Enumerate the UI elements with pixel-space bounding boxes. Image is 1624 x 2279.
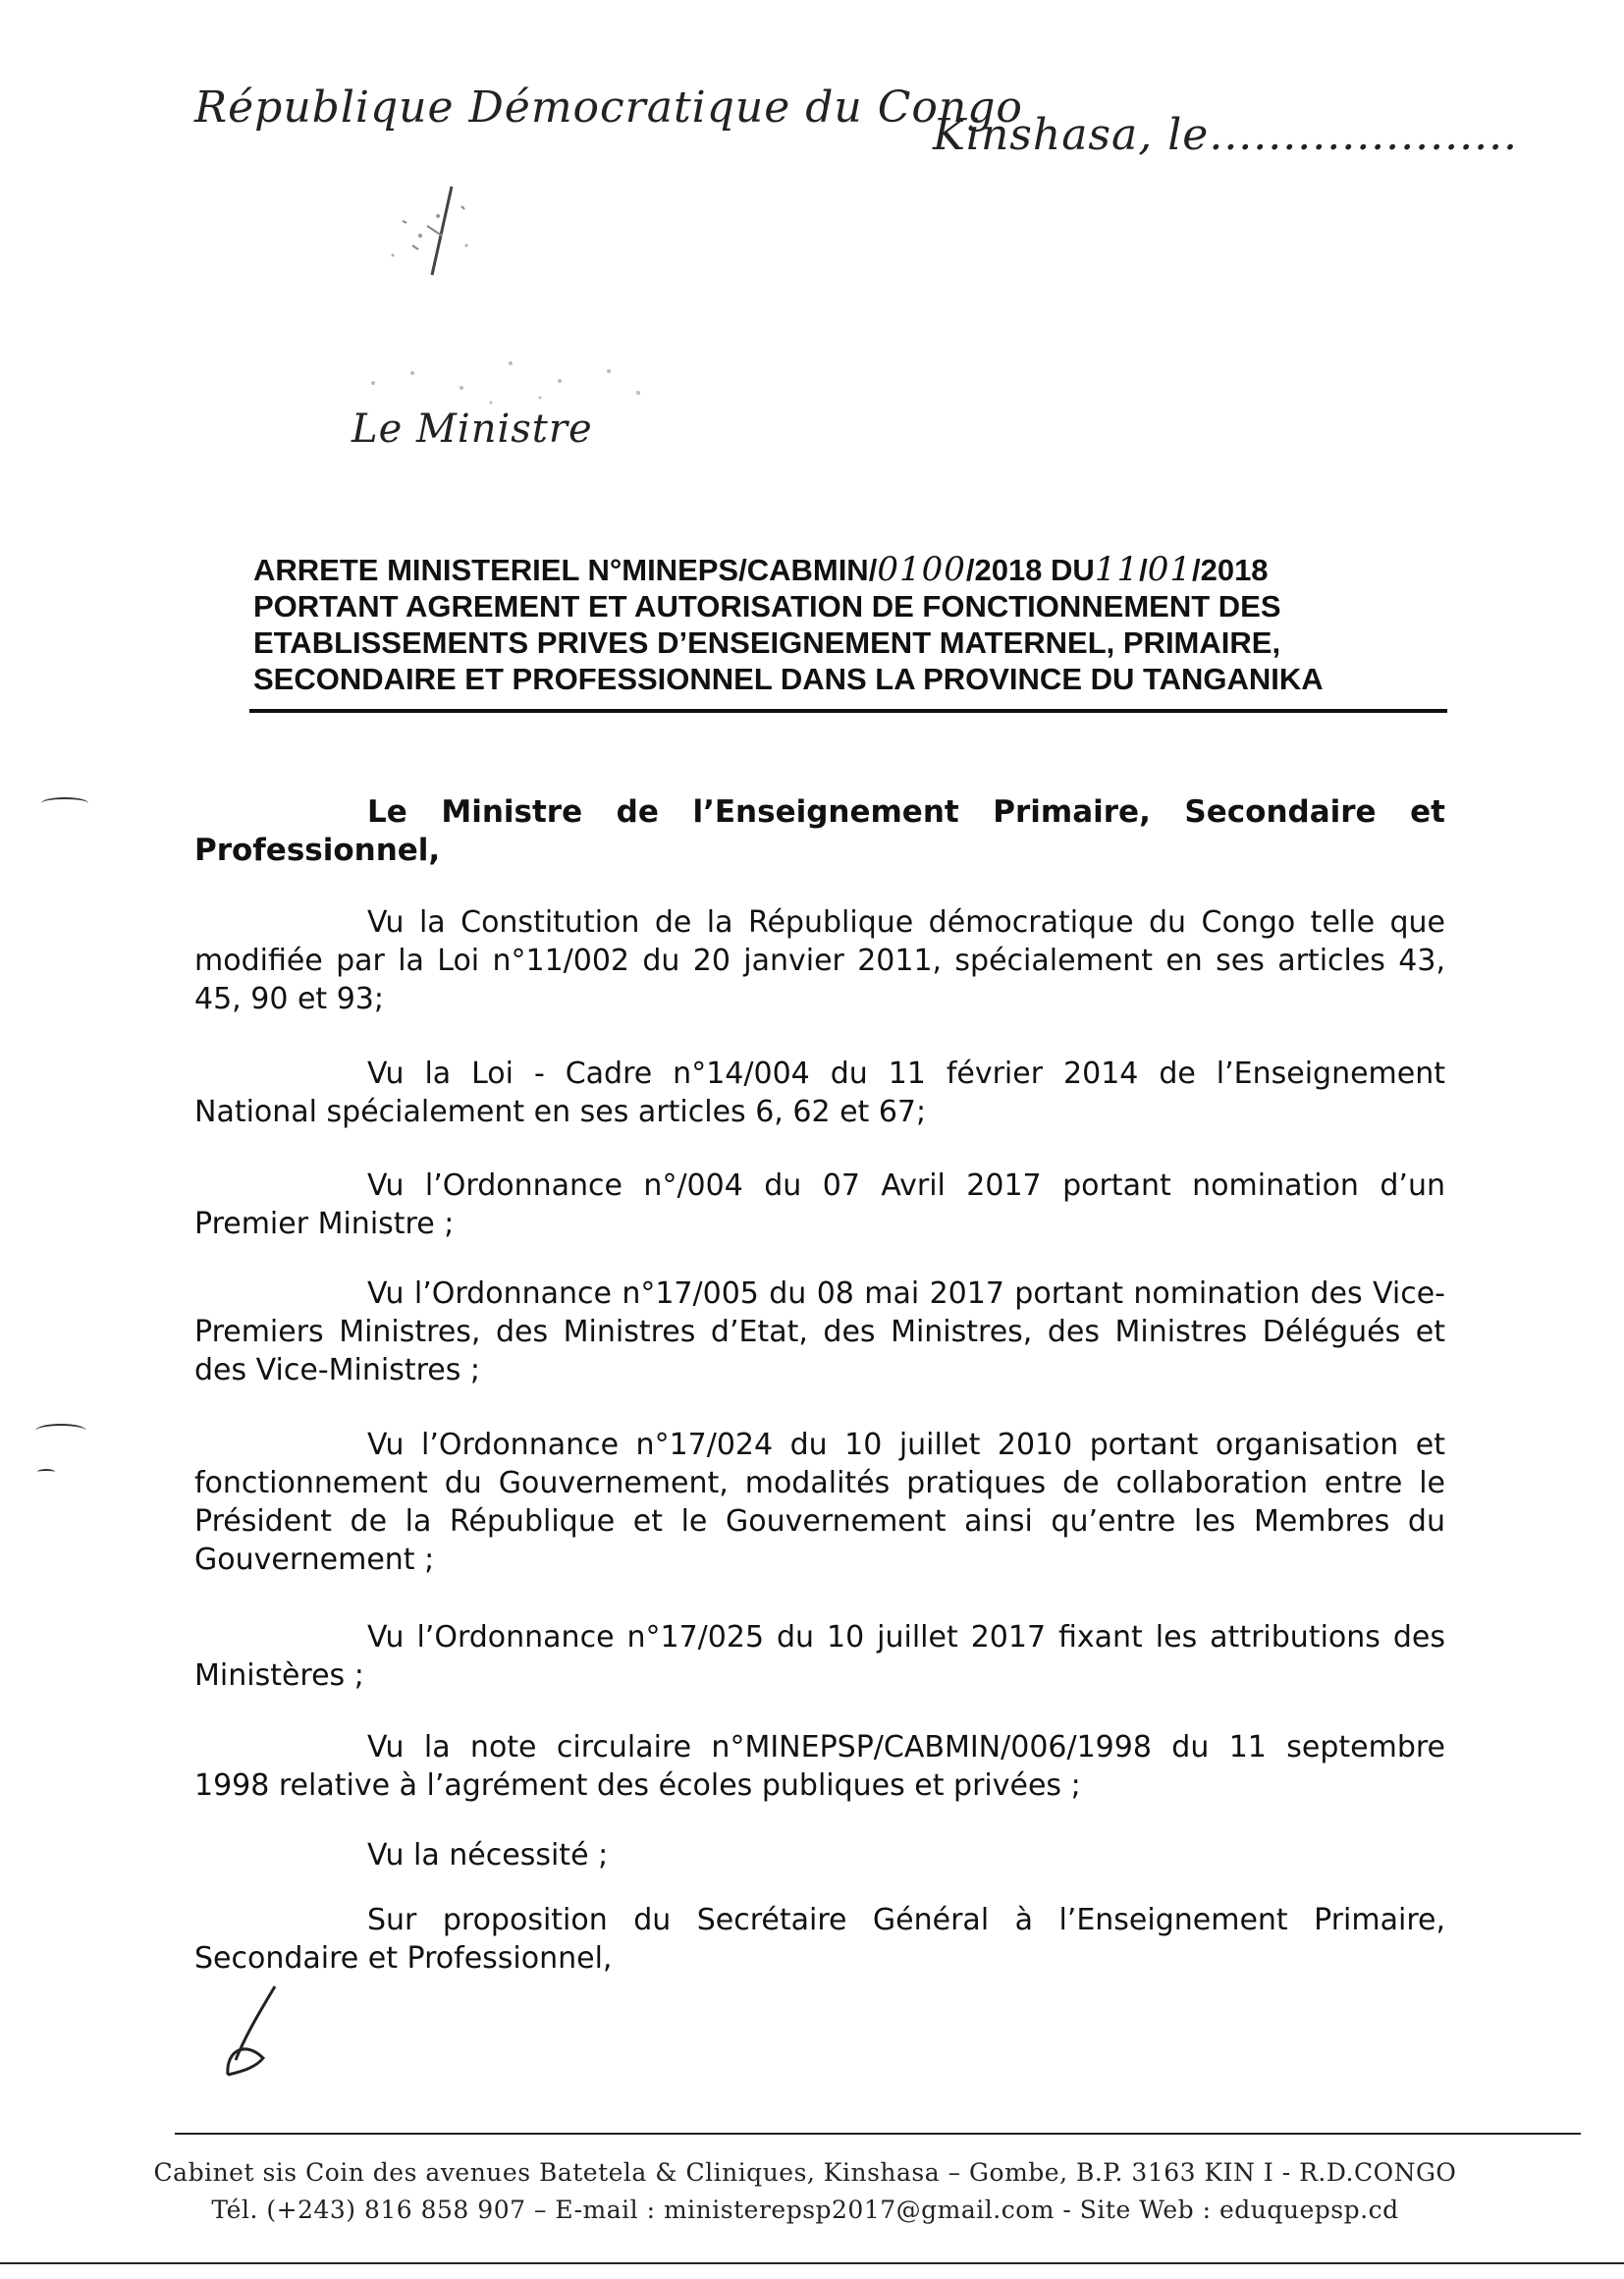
considerant-note-circulaire: Vu la note circulaire n°MINEPSP/CABMIN/006/1998 du 11 septembre 1998 relative à l’agrément des écoles publiques et privées ;	[194, 1730, 1445, 1803]
considerant-ordonnance-004: Vu l’Ordonnance n°/004 du 07 Avril 2017 portant nomination d’un Premier Ministre ;	[194, 1168, 1445, 1241]
page-bottom-rule	[0, 2262, 1624, 2264]
considerant-constitution: Vu la Constitution de la République démocratique du Congo telle que modifiée par la Loi n°11/002 du 20 janvier 2011, spécialement en ses articles 43, 45, 90 et 93;	[194, 905, 1445, 1016]
title-number-prefix: ARRETE MINISTERIEL N°MINEPS/CABMIN/	[253, 553, 878, 587]
place-date: Kinshasa, le.....................	[933, 110, 1519, 160]
handwritten-month: 01	[1147, 550, 1192, 589]
margin-mark	[35, 1424, 86, 1438]
considerant-ordonnance-005: Vu l’Ordonnance n°17/005 du 08 mai 2017 portant nomination des Vice-Premiers Ministres, des Ministres d’Etat, des Ministres, des Ministres Délégués et des Vice-Ministres ;	[194, 1276, 1445, 1387]
considerant-loi-cadre: Vu la Loi - Cadre n°14/004 du 11 février 2014 de l’Enseignement National spécialement en ses articles 6, 62 et 67;	[194, 1057, 1445, 1129]
stamp-mark-icon	[373, 177, 491, 295]
title-year-end: /2018	[1191, 553, 1269, 587]
minister-heading: Le Ministre de l’Enseignement Primaire, Secondaire et Professionnel,	[194, 794, 1445, 868]
considerant-ordonnance-025: Vu l’Ordonnance n°17/025 du 10 juillet 2017 fixant les attributions des Ministères ;	[194, 1620, 1445, 1693]
margin-mark	[37, 1469, 55, 1475]
handwritten-decree-number: 0100	[877, 550, 966, 589]
date-separator: /	[1139, 553, 1148, 587]
title-line-1	[253, 552, 1445, 588]
faded-seal-icon	[353, 344, 668, 412]
title-year-du: /2018 DU	[965, 553, 1095, 587]
footer-address: Cabinet sis Coin des avenues Batetela & Cliniques, Kinshasa – Gombe, B.P. 3163 KIN I - R.D.CONGO	[153, 2158, 1457, 2187]
minister-label: Le Ministre	[352, 407, 593, 452]
footer-contact: Tél. (+243) 816 858 907 – E-mail : ministerepsp2017@gmail.com - Site Web : eduquepsp.cd	[211, 2196, 1399, 2224]
considerant-necessite: Vu la nécessité ;	[367, 1838, 609, 1872]
decree-title	[253, 552, 1445, 697]
proposition-paragraph: Sur proposition du Secrétaire Général à l’Enseignement Primaire, Secondaire et Professionnel,	[194, 1903, 1445, 1976]
title-underline	[249, 709, 1447, 713]
handwritten-day: 11	[1094, 550, 1140, 589]
title-line-3: ETABLISSEMENTS PRIVES D’ENSEIGNEMENT MATERNEL, PRIMAIRE,	[253, 625, 1281, 660]
margin-mark	[41, 797, 88, 809]
footer-divider	[175, 2133, 1581, 2135]
considerant-ordonnance-024: Vu l’Ordonnance n°17/024 du 10 juillet 2010 portant organisation et fonctionnement du Gouvernement, modalités pratiques de collaboration entre le Président de la République et le Gouvernement ainsi qu’entre les Membres du Gouvernement ;	[194, 1428, 1445, 1577]
initials-signature-icon	[216, 1981, 295, 2080]
title-line-2: PORTANT AGREMENT ET AUTORISATION DE FONCTIONNEMENT DES	[253, 589, 1281, 624]
title-line-4: SECONDAIRE ET PROFESSIONNEL DANS LA PROVINCE DU TANGANIKA	[253, 662, 1324, 696]
country-header: République Démocratique du Congo	[194, 82, 1023, 133]
